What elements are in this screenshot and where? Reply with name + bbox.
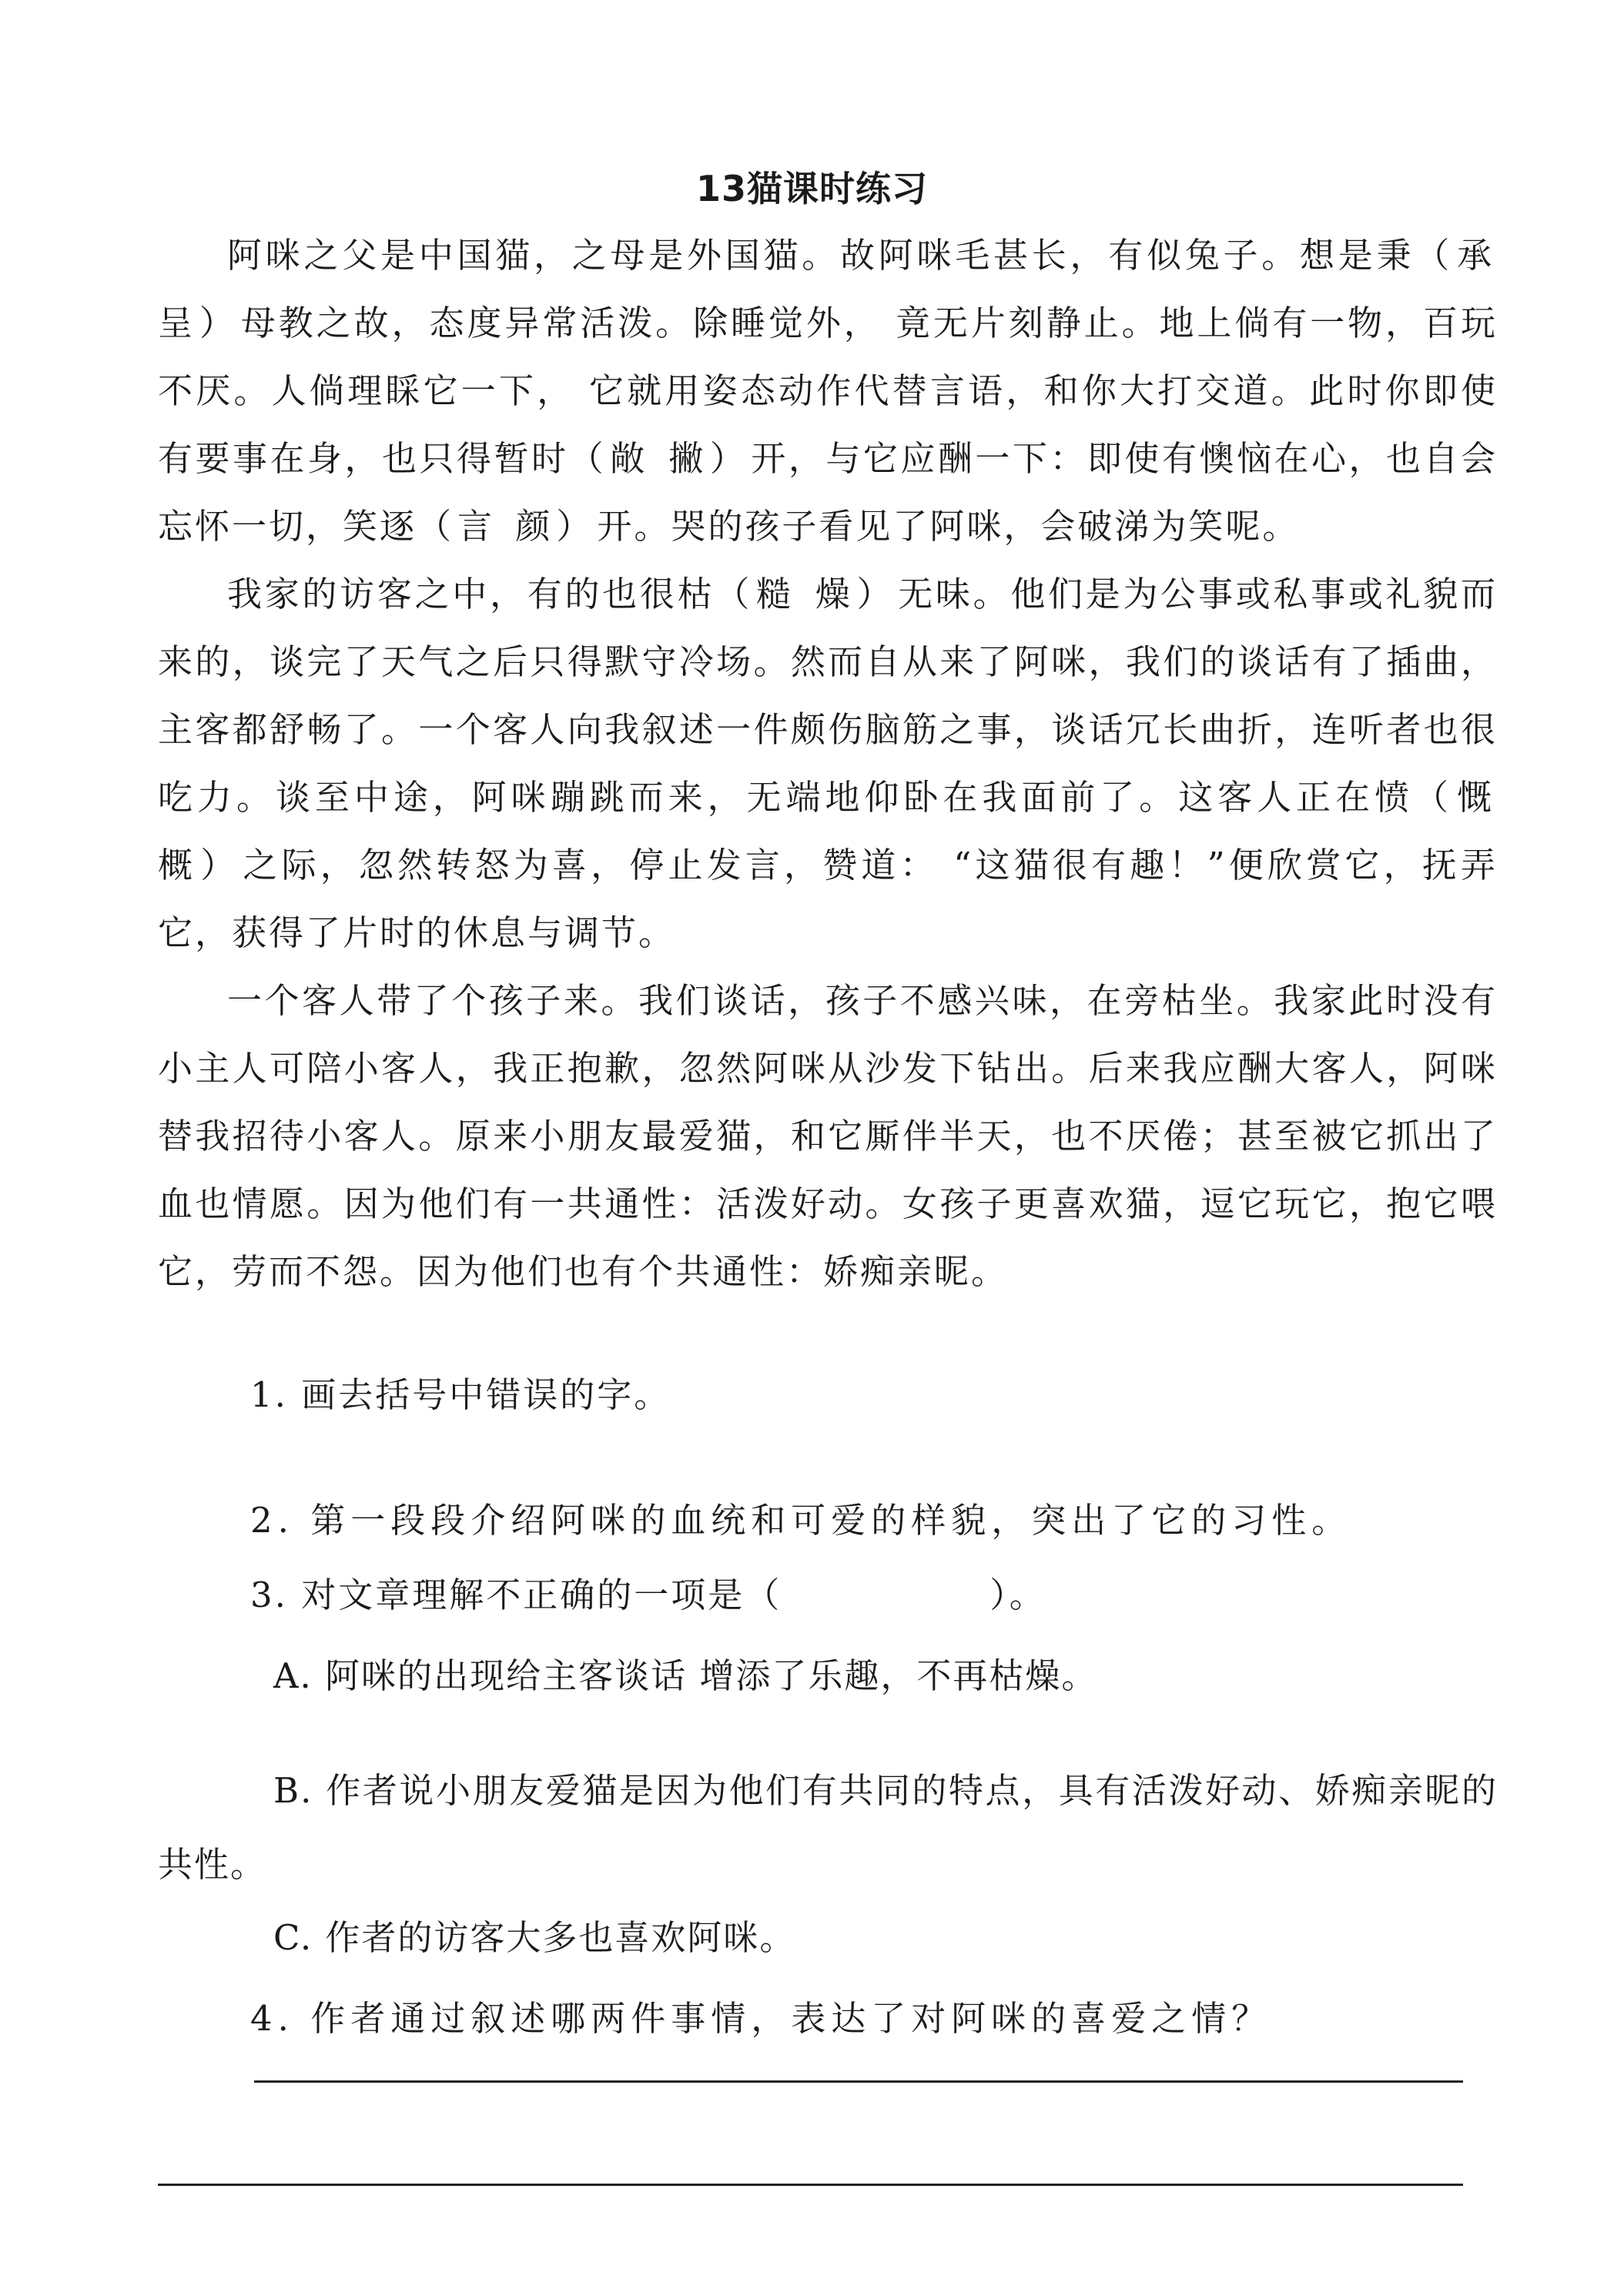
passage-paragraph-1: [158, 222, 1498, 561]
choice-bracket: （糙 燥）: [715, 574, 899, 614]
page-title: 13猫课时练习: [695, 168, 928, 209]
paragraph-text: 母教之故，态度异常活泼。除睡觉外， 竟无片刻静止。地上倘有一物，百玩不厌。人倘理睬它一下， 它就用姿态动作代替言语，和你大打交道。此时你即使有要事在身，也只得暂时: [158, 303, 1498, 479]
choice-bracket: （承 呈）: [158, 235, 1498, 343]
option-b: B. 作者说小朋友爱猫是因为他们有共同的特点，具有活泼好动、娇痴亲昵的共性。: [158, 1770, 1498, 1885]
reading-passage: [158, 222, 1498, 1306]
passage-paragraph-2: [158, 561, 1498, 967]
paragraph-text: 阿咪之父是中国猫，之母是外国猫。故阿咪毛甚长，有似兔子。想是秉: [227, 235, 1415, 276]
question-3: [250, 1571, 1046, 1620]
question-2: 2. 第一段段介绍阿咪的血统和可爱的样貌，突出了它的习性。: [250, 1500, 1352, 1541]
choice-bracket: （敞 撇）: [568, 438, 752, 479]
passage-paragraph-3: 一个客人带了个孩子来。我们谈话，孩子不感兴味，在旁枯坐。我家此时没有小主人可陪小客人，我正抱歉，忽然阿咪从沙发下钻出。后来我应酬大客人，阿咪替我招待小客人。原来小朋友最爱猫，和它厮伴半天，也不厌倦；甚至被它抓出了血也情愿。因为他们有一共通性：活泼好动。女孩子更喜欢猫，逗它玩它，抱它喂它，劳而不怨。因为他们也有个共通性：娇痴亲昵。: [158, 980, 1498, 1292]
option-a: A. 阿咪的出现给主客谈话 增添了乐趣，不再枯燥。: [273, 1655, 1098, 1696]
answer-line-1[interactable]: [254, 2080, 1463, 2083]
paragraph-text: 开，与它应酬一下：即使有懊恼在心，也自会忘怀一切，笑逐: [158, 438, 1498, 547]
choice-bracket: （慨 概）: [158, 777, 1498, 885]
paragraph-text: 无味。他们是为公事或私事或礼貌而来的，谈完了天气之后只得默守冷场。然而自从来了阿咪，我们的谈话有了插曲，主客都舒畅了。一个客人向我叙述一件颇伤脑筋之事，谈话冗长曲折，连听者也很吃力。谈至中途，阿咪蹦跳而来，无端地仰卧在我面前了。这客人正在愤: [158, 574, 1498, 818]
paragraph-text: 之际，忽然转怒为喜，停止发言，赞道： “这猫很有趣！”便欣赏它，抚弄它，获得了片时的休息与调节。: [158, 845, 1498, 953]
question-3-text: 3. 对文章理解不正确的一项是（: [250, 1575, 782, 1615]
choice-bracket: （言 颜）: [417, 506, 598, 547]
question-3-end: ）。: [989, 1575, 1046, 1615]
option-c: C. 作者的访客大多也喜欢阿咪。: [273, 1917, 796, 1958]
paragraph-text: 我家的访客之中，有的也很枯: [227, 574, 715, 614]
question-4: 4. 作者通过叙述哪两件事情，表达了对阿咪的喜爱之情？: [250, 1998, 1272, 2039]
answer-line-2[interactable]: [158, 2184, 1463, 2186]
question-1: 1. 画去括号中错误的字。: [250, 1374, 671, 1415]
paragraph-text: 开。哭的孩子看见了阿咪，会破涕为笑呢。: [597, 506, 1300, 547]
